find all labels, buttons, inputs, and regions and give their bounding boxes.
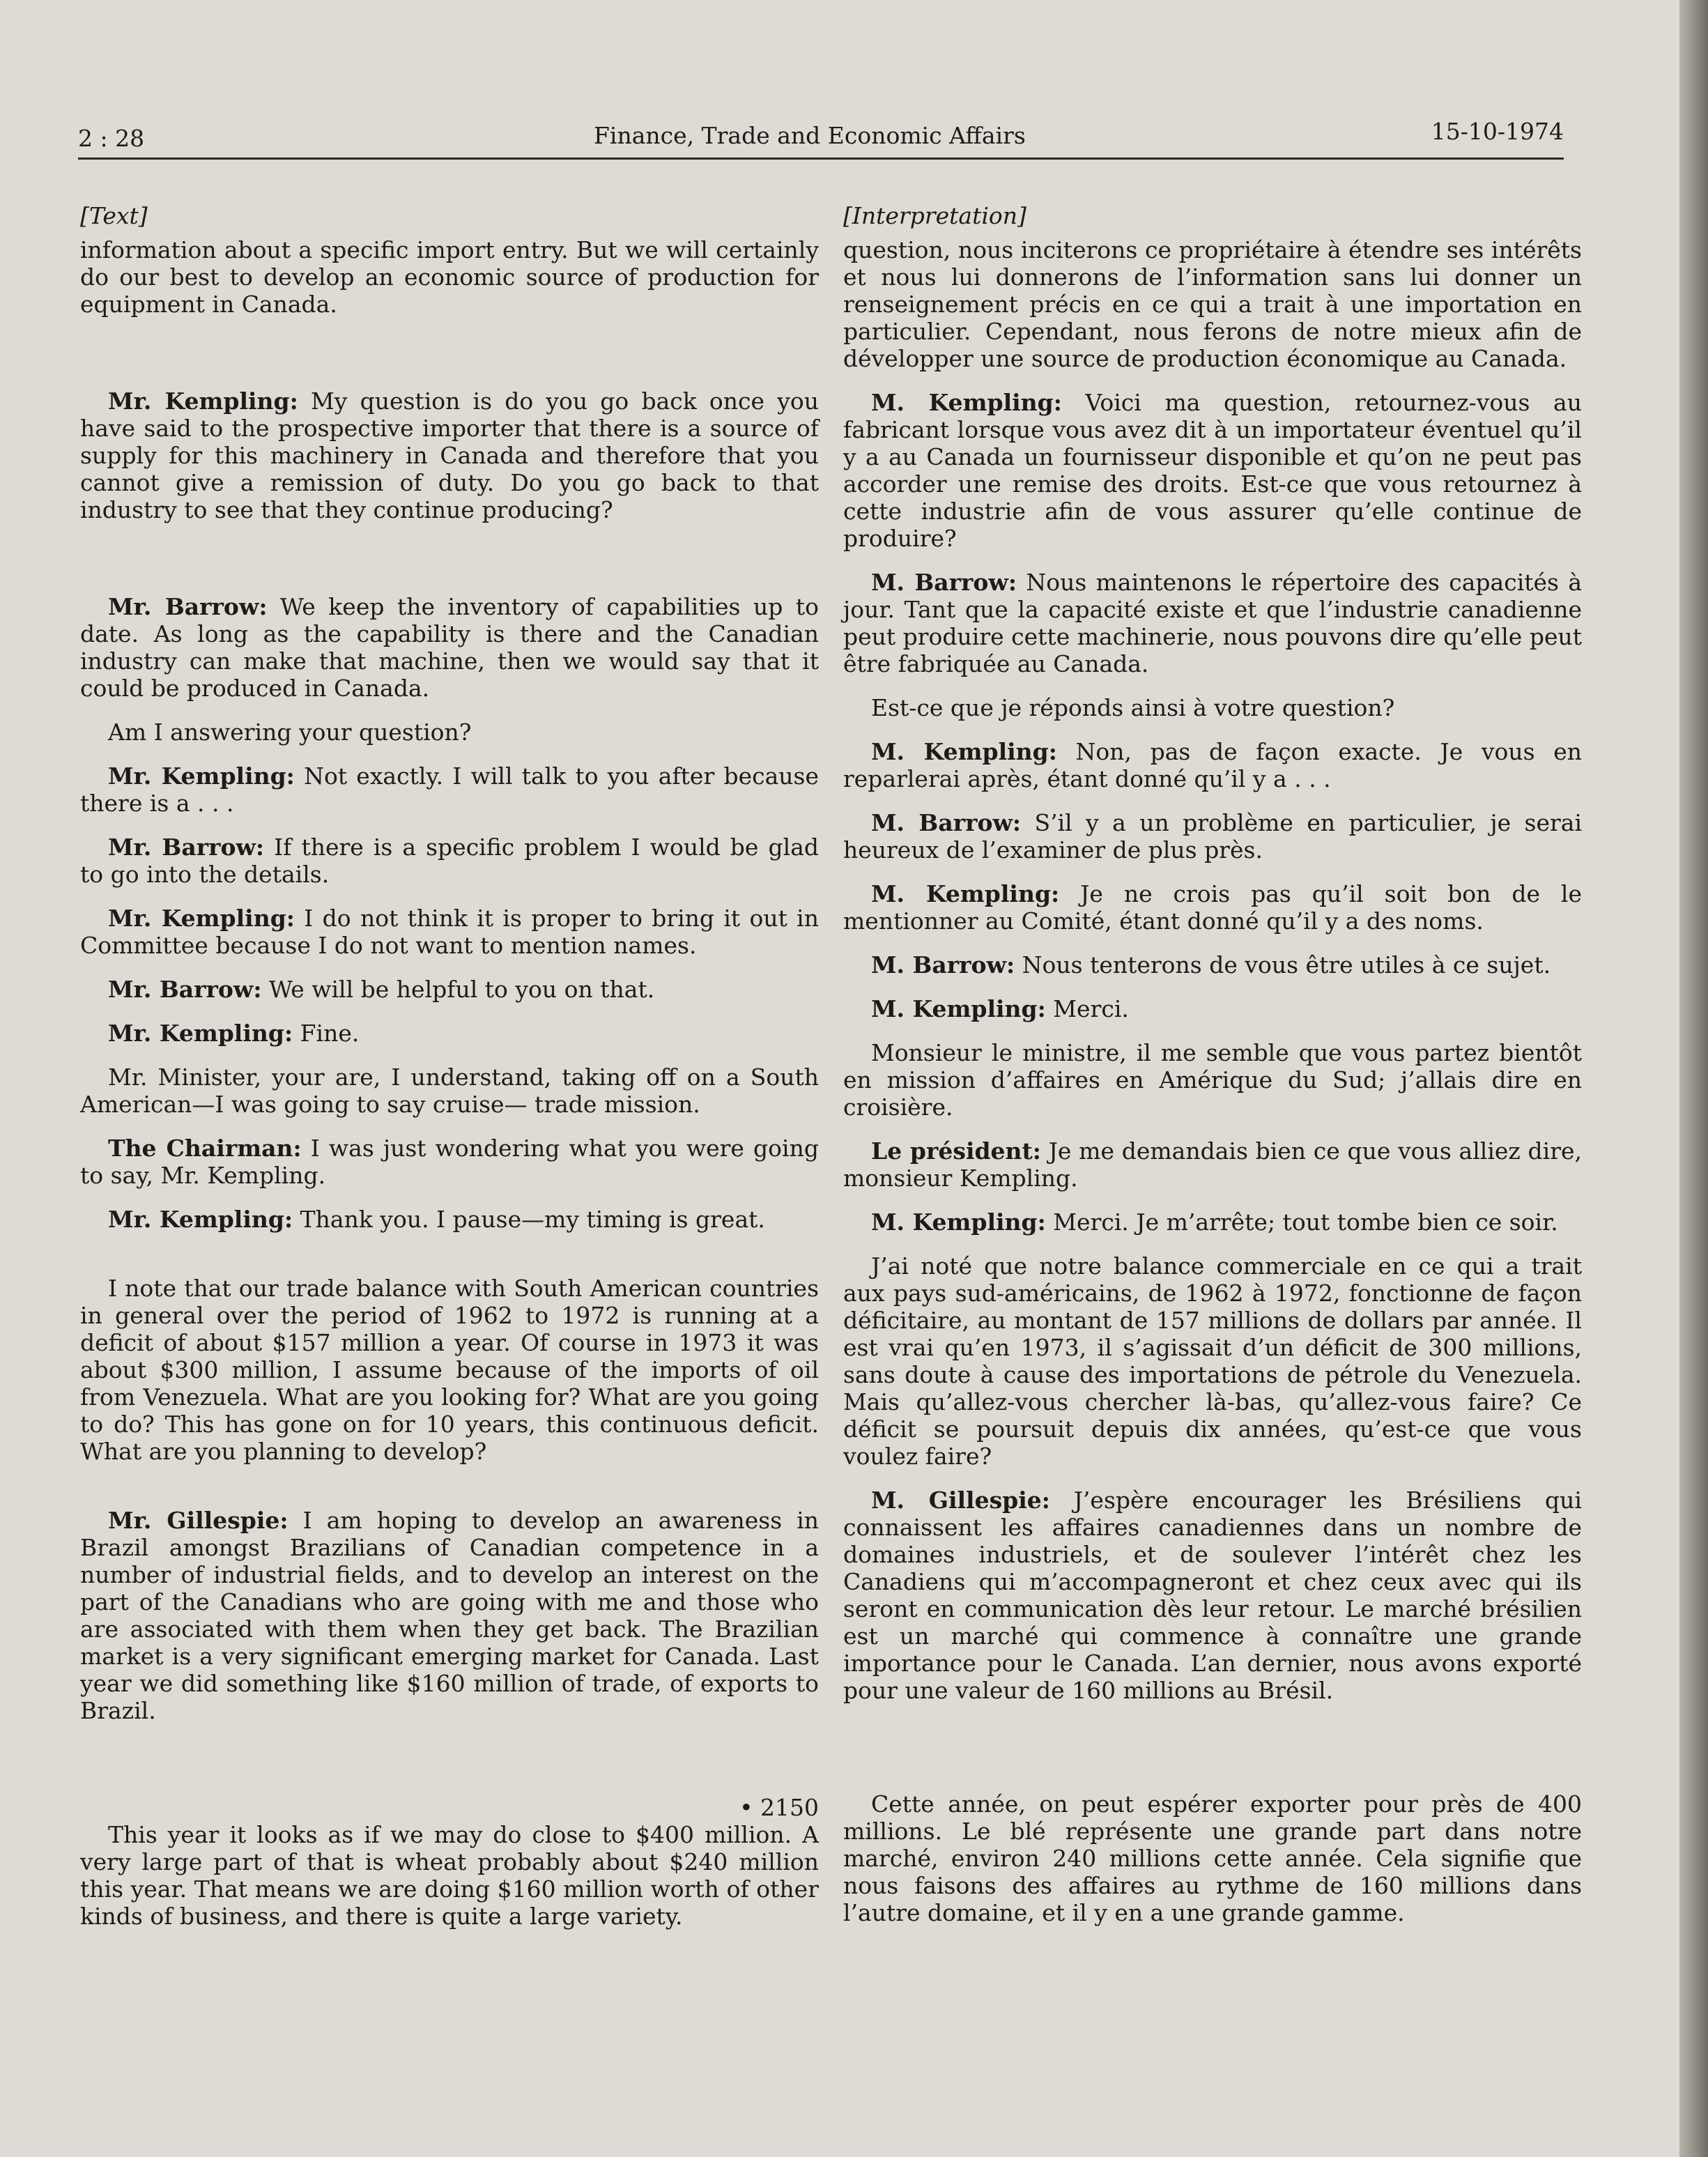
- page-edge-shadow: [1679, 0, 1708, 2157]
- paragraph: Mr. Gillespie: I am hoping to develop an awareness in Brazil amongst Brazilians of Canadian competence in a number of industrial fields, and to develop an interest on the part of the Canadians who are going with me and those who are associated with them when they get back. The Brazilian market is a very significant emerging market for Canada. Last year we did something like $160 million of trade, of exports to Brazil.: [80, 1507, 820, 1724]
- speaker-name: The Chairman:: [108, 1135, 302, 1162]
- paragraph: M. Gillespie: J’espère encourager les Brésiliens qui connaissent les affaires canadiennes dans un nombre de domaines industriels, et de soulever l’intérêt chez les Canadiens qui m’accompagneront et chez ceux avec qui ils seront en communication dès leur retour. Le marché brésilien est un marché qui commence à connaître une grande importance pour le Canada. L’an dernier, nous avons exporté pour une valeur de 160 millions au Brésil.: [843, 1487, 1582, 1704]
- paragraph: M. Barrow: Nous tenterons de vous être utiles à ce sujet.: [871, 951, 1551, 978]
- paragraph: Mr. Minister, your are, I understand, taking off on a South American—I was going to say cruise— trade mission.: [80, 1064, 819, 1118]
- paragraph: M. Barrow: S’il y a un problème en particulier, je serai heureux de l’examiner de plus près.: [843, 809, 1582, 863]
- paragraph: Mr. Kempling: Fine.: [108, 1020, 360, 1047]
- column-label: [Text]: [80, 202, 148, 229]
- paragraph: Mr. Barrow: We keep the inventory of capabilities up to date. As long as the capability is there and the Canadian industry can make that machine, then we would say that it could be produced in Canada.: [80, 593, 819, 702]
- column-label: [Interpretation]: [843, 202, 1026, 229]
- paragraph: question, nous inciterons ce propriétaire à étendre ses intérêts et nous lui donnerons de l’information sans lui donner un renseignement précis en ce qui a trait à une importation en particulier. Cependant, nous ferons de notre mieux afin de développer une source de production économique au Canada.: [843, 236, 1582, 372]
- paragraph: Monsieur le ministre, il me semble que vous partez bientôt en mission d’affaires en Amérique du Sud; j’allais dire en croisière.: [843, 1039, 1582, 1121]
- speaker-name: Mr. Kempling:: [108, 1020, 293, 1047]
- french-column: [843, 202, 1582, 1926]
- page-header: [78, 112, 1564, 160]
- paragraph: Mr. Kempling: Not exactly. I will talk to you after because there is a . . .: [80, 762, 819, 817]
- speaker-name: M. Kempling:: [871, 880, 1060, 907]
- paragraph: M. Barrow: Nous maintenons le répertoire des capacités à jour. Tant que la capacité existe et que l’industrie canadienne peut produire cette machinerie, nous pouvons dire qu’elle peut être fabriquée au Canada.: [843, 569, 1582, 677]
- speaker-name: M. Barrow:: [871, 951, 1015, 978]
- running-title: Finance, Trade and Economic Affairs: [594, 122, 1026, 149]
- speaker-name: Mr. Kempling:: [108, 762, 295, 790]
- paragraph: Mr. Kempling: Thank you. I pause—my timing is great.: [108, 1206, 765, 1233]
- paragraph: M. Kempling: Voici ma question, retournez-vous au fabricant lorsque vous avez dit à un importateur éventuel qu’il y a au Canada un fournisseur disponible et qu’on ne peut pas accorder une remise des droits. Est-ce que vous retournez à cette industrie afin de vous assurer qu’elle continue de produire?: [843, 389, 1582, 552]
- speaker-name: M. Kempling:: [871, 738, 1057, 765]
- speaker-name: M. Kempling:: [871, 995, 1046, 1022]
- paragraph: Mr. Kempling: I do not think it is proper to bring it out in Committee because I do not want to mention names.: [80, 905, 819, 959]
- speaker-name: Le président:: [871, 1137, 1041, 1165]
- time-marker: • 2150: [739, 1794, 819, 1821]
- speaker-name: M. Gillespie:: [871, 1487, 1050, 1514]
- speaker-name: Mr. Kempling:: [108, 387, 298, 415]
- paragraph: Mr. Barrow: If there is a specific problem I would be glad to go into the details.: [80, 834, 819, 888]
- speaker-name: M. Barrow:: [871, 569, 1017, 596]
- paragraph: I note that our trade balance with South American countries in general over the period of 1962 to 1972 is running at a deficit of about $157 million a year. Of course in 1973 it was about $300 million, I assume because of the imports of oil from Venezuela. What are you looking for? What are you going to do? This has gone on for 10 years, this continuous deficit. What are you planning to develop?: [80, 1275, 819, 1465]
- paragraph: information about a specific import entry. But we will certainly do our best to develop an economic source of production for equipment in Canada.: [80, 236, 819, 318]
- paragraph: Est-ce que je réponds ainsi à votre question?: [871, 694, 1395, 721]
- paragraph: M. Kempling: Je ne crois pas qu’il soit bon de le mentionner au Comité, étant donné qu’il y a des noms.: [843, 880, 1583, 935]
- speaker-name: Mr. Barrow:: [108, 593, 268, 620]
- paragraph: Le président: Je me demandais bien ce que vous alliez dire, monsieur Kempling.: [843, 1137, 1583, 1192]
- paragraph: J’ai noté que notre balance commerciale en ce qui a trait aux pays sud-américains, de 1962 à 1972, fonctionne de façon déficitaire, au montant de 157 millions de dollars par année. Il est vrai qu’en 1973, il s’agissait d’un déficit de 300 millions, sans doute à cause des importations de pétrole du Venezuela. Mais qu’allez-vous chercher là-bas, qu’allez-vous faire? Ce déficit se poursuit depuis dix années, qu’est-ce que vous voulez faire?: [843, 1252, 1582, 1470]
- speaker-name: Mr. Kempling:: [108, 905, 295, 932]
- speaker-name: M. Barrow:: [871, 809, 1022, 836]
- speaker-name: Mr. Barrow:: [108, 976, 262, 1003]
- speaker-name: M. Kempling:: [871, 389, 1062, 416]
- english-column: [80, 202, 819, 1930]
- page-number: 2 : 28: [78, 125, 145, 152]
- paragraph: Am I answering your question?: [108, 719, 472, 746]
- paragraph: Mr. Kempling: My question is do you go back once you have said to the prospective importer that there is a source of supply for this machinery in Canada and therefore that you cannot give a remission of duty. Do you go back to that industry to see that they continue producing?: [80, 387, 819, 523]
- speaker-name: Mr. Barrow:: [108, 834, 265, 861]
- speaker-name: Mr. Kempling:: [108, 1206, 293, 1233]
- paragraph: Cette année, on peut espérer exporter pour près de 400 millions. Le blé représente une grande part dans notre marché, environ 240 millions cette année. Cela signifie que nous faisons des affaires au rythme de 160 millions dans l’autre domaine, et il y en a une grande gamme.: [843, 1790, 1582, 1926]
- paragraph: M. Kempling: Merci.: [871, 995, 1129, 1022]
- header-date: 15-10-1974: [1431, 118, 1564, 145]
- paragraph: M. Kempling: Merci. Je m’arrête; tout tombe bien ce soir.: [871, 1208, 1558, 1236]
- paragraph: This year it looks as if we may do close to $400 million. A very large part of that is wheat probably about $240 million this year. That means we are doing $160 million worth of other kinds of business, and there is quite a large variety.: [80, 1821, 819, 1930]
- speaker-name: M. Kempling:: [871, 1208, 1046, 1236]
- speaker-name: Mr. Gillespie:: [108, 1507, 288, 1534]
- paragraph: M. Kempling: Non, pas de façon exacte. Je vous en reparlerai après, étant donné qu’il y a . . .: [843, 738, 1582, 792]
- paragraph: Mr. Barrow: We will be helpful to you on that.: [108, 976, 655, 1003]
- paragraph: The Chairman: I was just wondering what you were going to say, Mr. Kempling.: [80, 1135, 819, 1189]
